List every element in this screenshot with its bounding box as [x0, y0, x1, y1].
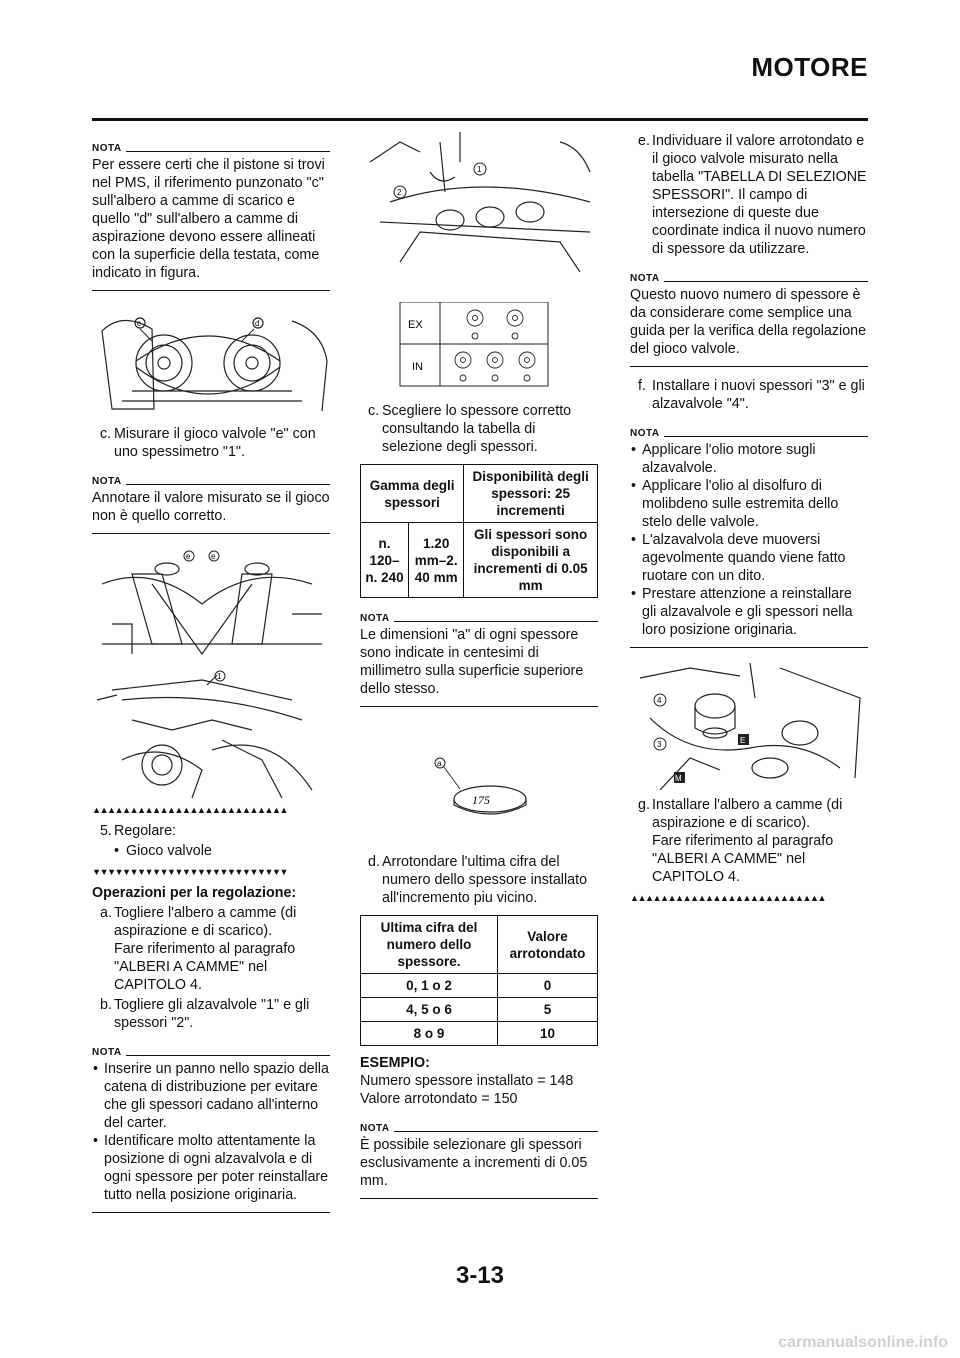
table-cell: 8 o 9 [361, 1022, 498, 1046]
table-cell: 0, 1 o 2 [361, 974, 498, 998]
note-bullet: • Prestare attenzione a reinstallare gli alzavalvole e gli spessori nella loro posizione originaria. [630, 585, 868, 639]
page-header-title: MOTORE [751, 52, 868, 82]
example-title: ESEMPIO: [360, 1055, 430, 1071]
table-header: Gamma degli spessori [361, 465, 464, 523]
note-box [92, 140, 330, 291]
feeler-gauge-figure [92, 544, 330, 664]
note-box: NOTA Annotare il valore misurato se il gioco non è quello corretto. [92, 473, 330, 534]
watermark: carmanualsonline.info [778, 1334, 948, 1351]
step-c-select-shim: c. Scegliere lo spessore corretto consultando la tabella di selezione degli spessori. [368, 403, 572, 455]
figure-callout-2: 2 [397, 188, 402, 197]
figure-callout-e: e [211, 552, 216, 561]
shim-range-table [360, 464, 598, 598]
note-bullet: • Applicare l'olio al disolfuro di molibdeno sulle estremita dello stelo delle valvole. [630, 477, 868, 531]
note-box: NOTA È possibile selezionare gli spessori esclusivamente a incrementi di 0.05 mm. [360, 1120, 598, 1199]
note-text: Le dimensioni "a" di ogni spessore sono indicate in centesimi di millimetro sulla superficie superiore dello stesso. [360, 627, 584, 697]
note-box: NOTA • Applicare l'olio motore sugli alzavalvole. • Applicare l'olio al disolfuro di molibdeno sulle estremita dello stelo delle valvole. • L'alzavalvola deve muoversi agevolmente quando viene fatto ruotare con un dito. • Prestare attenzione a reinstallare gli alzavalvole e gli spessori nella loro posizione originaria. [630, 425, 868, 648]
figure-callout-1: 1 [477, 165, 482, 174]
step-a-remove-camshaft: a. Togliere l'albero a camme (di aspirazione e di scarico). Fare riferimento al paragrafo "ALBERI A CAMME" nel CAPITOLO 4. [100, 905, 297, 993]
note-bullet-list [630, 441, 868, 639]
example-line: Valore arrotondato = 150 [360, 1091, 518, 1107]
table-cell: 1.20 mm–2. 40 mm [409, 523, 464, 598]
table-cell: 10 [498, 1022, 598, 1046]
install-lifter-figure [630, 658, 868, 790]
lifter-shim-figure [360, 132, 598, 272]
table-header: Ultima cifra del numero dello spessore. [361, 916, 498, 974]
figure-callout-c: c [137, 319, 141, 328]
note-text: È possibile selezionare gli spessori esclusivamente a incrementi di 0.05 mm. [360, 1137, 588, 1189]
intake-label: IN [412, 361, 423, 373]
note-bullet: • Inserire un panno nello spazio della catena di distribuzione per evitare che gli spessori cadano all'interno del carter. [92, 1060, 330, 1132]
table-header: Valore arrotondato [498, 916, 598, 974]
moly-oil-mark: M [675, 774, 682, 783]
exhaust-label: EX [408, 319, 423, 331]
note-box: NOTA Le dimensioni "a" di ogni spessore sono indicate in centesimi di millimetro sulla superficie superiore dello stesso. [360, 610, 598, 707]
section-marker-down: ▼▼▼▼▼▼▼▼▼▼▼▼▼▼▼▼▼▼▼▼▼▼▼▼▼▼ [92, 867, 287, 877]
step-b-remove-lifters: b. Togliere gli alzavalvole "1" e gli spessori "2". [100, 997, 310, 1031]
page-number: 3-13 [455, 1262, 505, 1289]
column-left [92, 130, 330, 1223]
note-box: NOTA Questo nuovo numero di spessore è da considerare come semplice una guida per la verifica della regolazione del gioco valvole. [630, 270, 868, 367]
camshaft-timing-figure [92, 301, 330, 419]
step-c-measure: c. Misurare il gioco valvole "e" con uno spessimetro "1". [100, 426, 316, 460]
figure-callout-3: 3 [657, 740, 662, 749]
step-d-round: d. Arrotondare l'ultima cifra del numero dello spessore installato all'incremento piu vicino. [368, 854, 588, 906]
shim-number-marking: 175 [472, 793, 490, 807]
column-middle [360, 130, 598, 1209]
table-cell: 5 [498, 998, 598, 1022]
note-text: Per essere certi che il pistone si trovi nel PMS, il riferimento punzonato "c" sull'albero a camme di scarico e quello "d" sull'albero a camme di aspirazione devono essere allineati con la superficie della testata, come indicato in figura. [92, 157, 325, 281]
step-g-install-camshaft: g. Installare l'albero a camme (di aspirazione e di scarico). Fare riferimento al paragrafo "ALBERI A CAMME" nel CAPITOLO 4. [638, 797, 843, 885]
note-bullet: • L'alzavalvola deve muoversi agevolmente quando viene fatto ruotare con un dito. [630, 531, 868, 585]
section-start-marker: ▲▲▲▲▲▲▲▲▲▲▲▲▲▲▲▲▲▲▲▲▲▲▲▲▲▲ [92, 805, 287, 815]
figure-callout-a: a [437, 759, 442, 768]
rounding-table [360, 915, 598, 1046]
note-box: NOTA • Inserire un panno nello spazio della catena di distribuzione per evitare che gli spessori cadano all'interno del carter. • Identificare molto attentamente la posizione di ogni alzavalvola e di ogni spessore per poter reinstallare tutto nella posizione originaria. [92, 1044, 330, 1213]
engine-oil-mark: E [740, 736, 746, 745]
table-cell: Gli spessori sono disponibili a incrementi di 0.05 mm [464, 523, 598, 598]
table-header: Disponibilità degli spessori: 25 incrementi [464, 465, 598, 523]
column-right [630, 130, 868, 910]
valve-clearance-figure [92, 670, 330, 798]
example-line: Numero spessore installato = 148 [360, 1073, 574, 1089]
figure-callout-4: 4 [657, 696, 662, 705]
table-cell: n. 120–n. 240 [361, 523, 409, 598]
figure-callout-d: d [255, 319, 260, 328]
step-5-bullet: • Gioco valvole [92, 842, 330, 860]
figure-callout-1: 1 [217, 672, 222, 681]
note-text: Questo nuovo numero di spessore è da considerare come semplice una guida per la verifica della regolazione del gioco valvole. [630, 287, 867, 357]
section-end-marker: ▲▲▲▲▲▲▲▲▲▲▲▲▲▲▲▲▲▲▲▲▲▲▲▲▲▲ [630, 893, 825, 903]
shim-marking-figure [360, 717, 598, 847]
step-5-adjust: 5. Regolare: [100, 823, 176, 839]
step-e-find-shim: e. Individuare il valore arrotondato e il gioco valvole misurato nella tabella "TABELLA DI SELEZIONE SPESSORI". Il campo di intersezione di queste due coordinate indica il nuovo numero di spessore da utilizzare. [638, 133, 867, 257]
table-cell: 4, 5 o 6 [361, 998, 498, 1022]
note-bullet: • Applicare l'olio motore sugli alzavalvole. [630, 441, 868, 477]
note-label: NOTA [92, 143, 122, 154]
note-bullet: • Identificare molto attentamente la posizione di ogni alzavalvola e di ogni spessore per poter reinstallare tutto nella posizione originaria. [92, 1132, 330, 1204]
table-cell: 0 [498, 974, 598, 998]
figure-callout-e: e [186, 552, 191, 561]
header-rule [92, 118, 868, 121]
note-bullet-list [92, 1060, 330, 1204]
step-f-install-shims: f. Installare i nuovi spessori "3" e gli alzavalvole "4". [638, 378, 865, 412]
procedure-title: Operazioni per la regolazione: [92, 885, 297, 901]
valve-layout-diagram [360, 302, 598, 392]
note-text: Annotare il valore misurato se il gioco non è quello corretto. [92, 490, 330, 524]
